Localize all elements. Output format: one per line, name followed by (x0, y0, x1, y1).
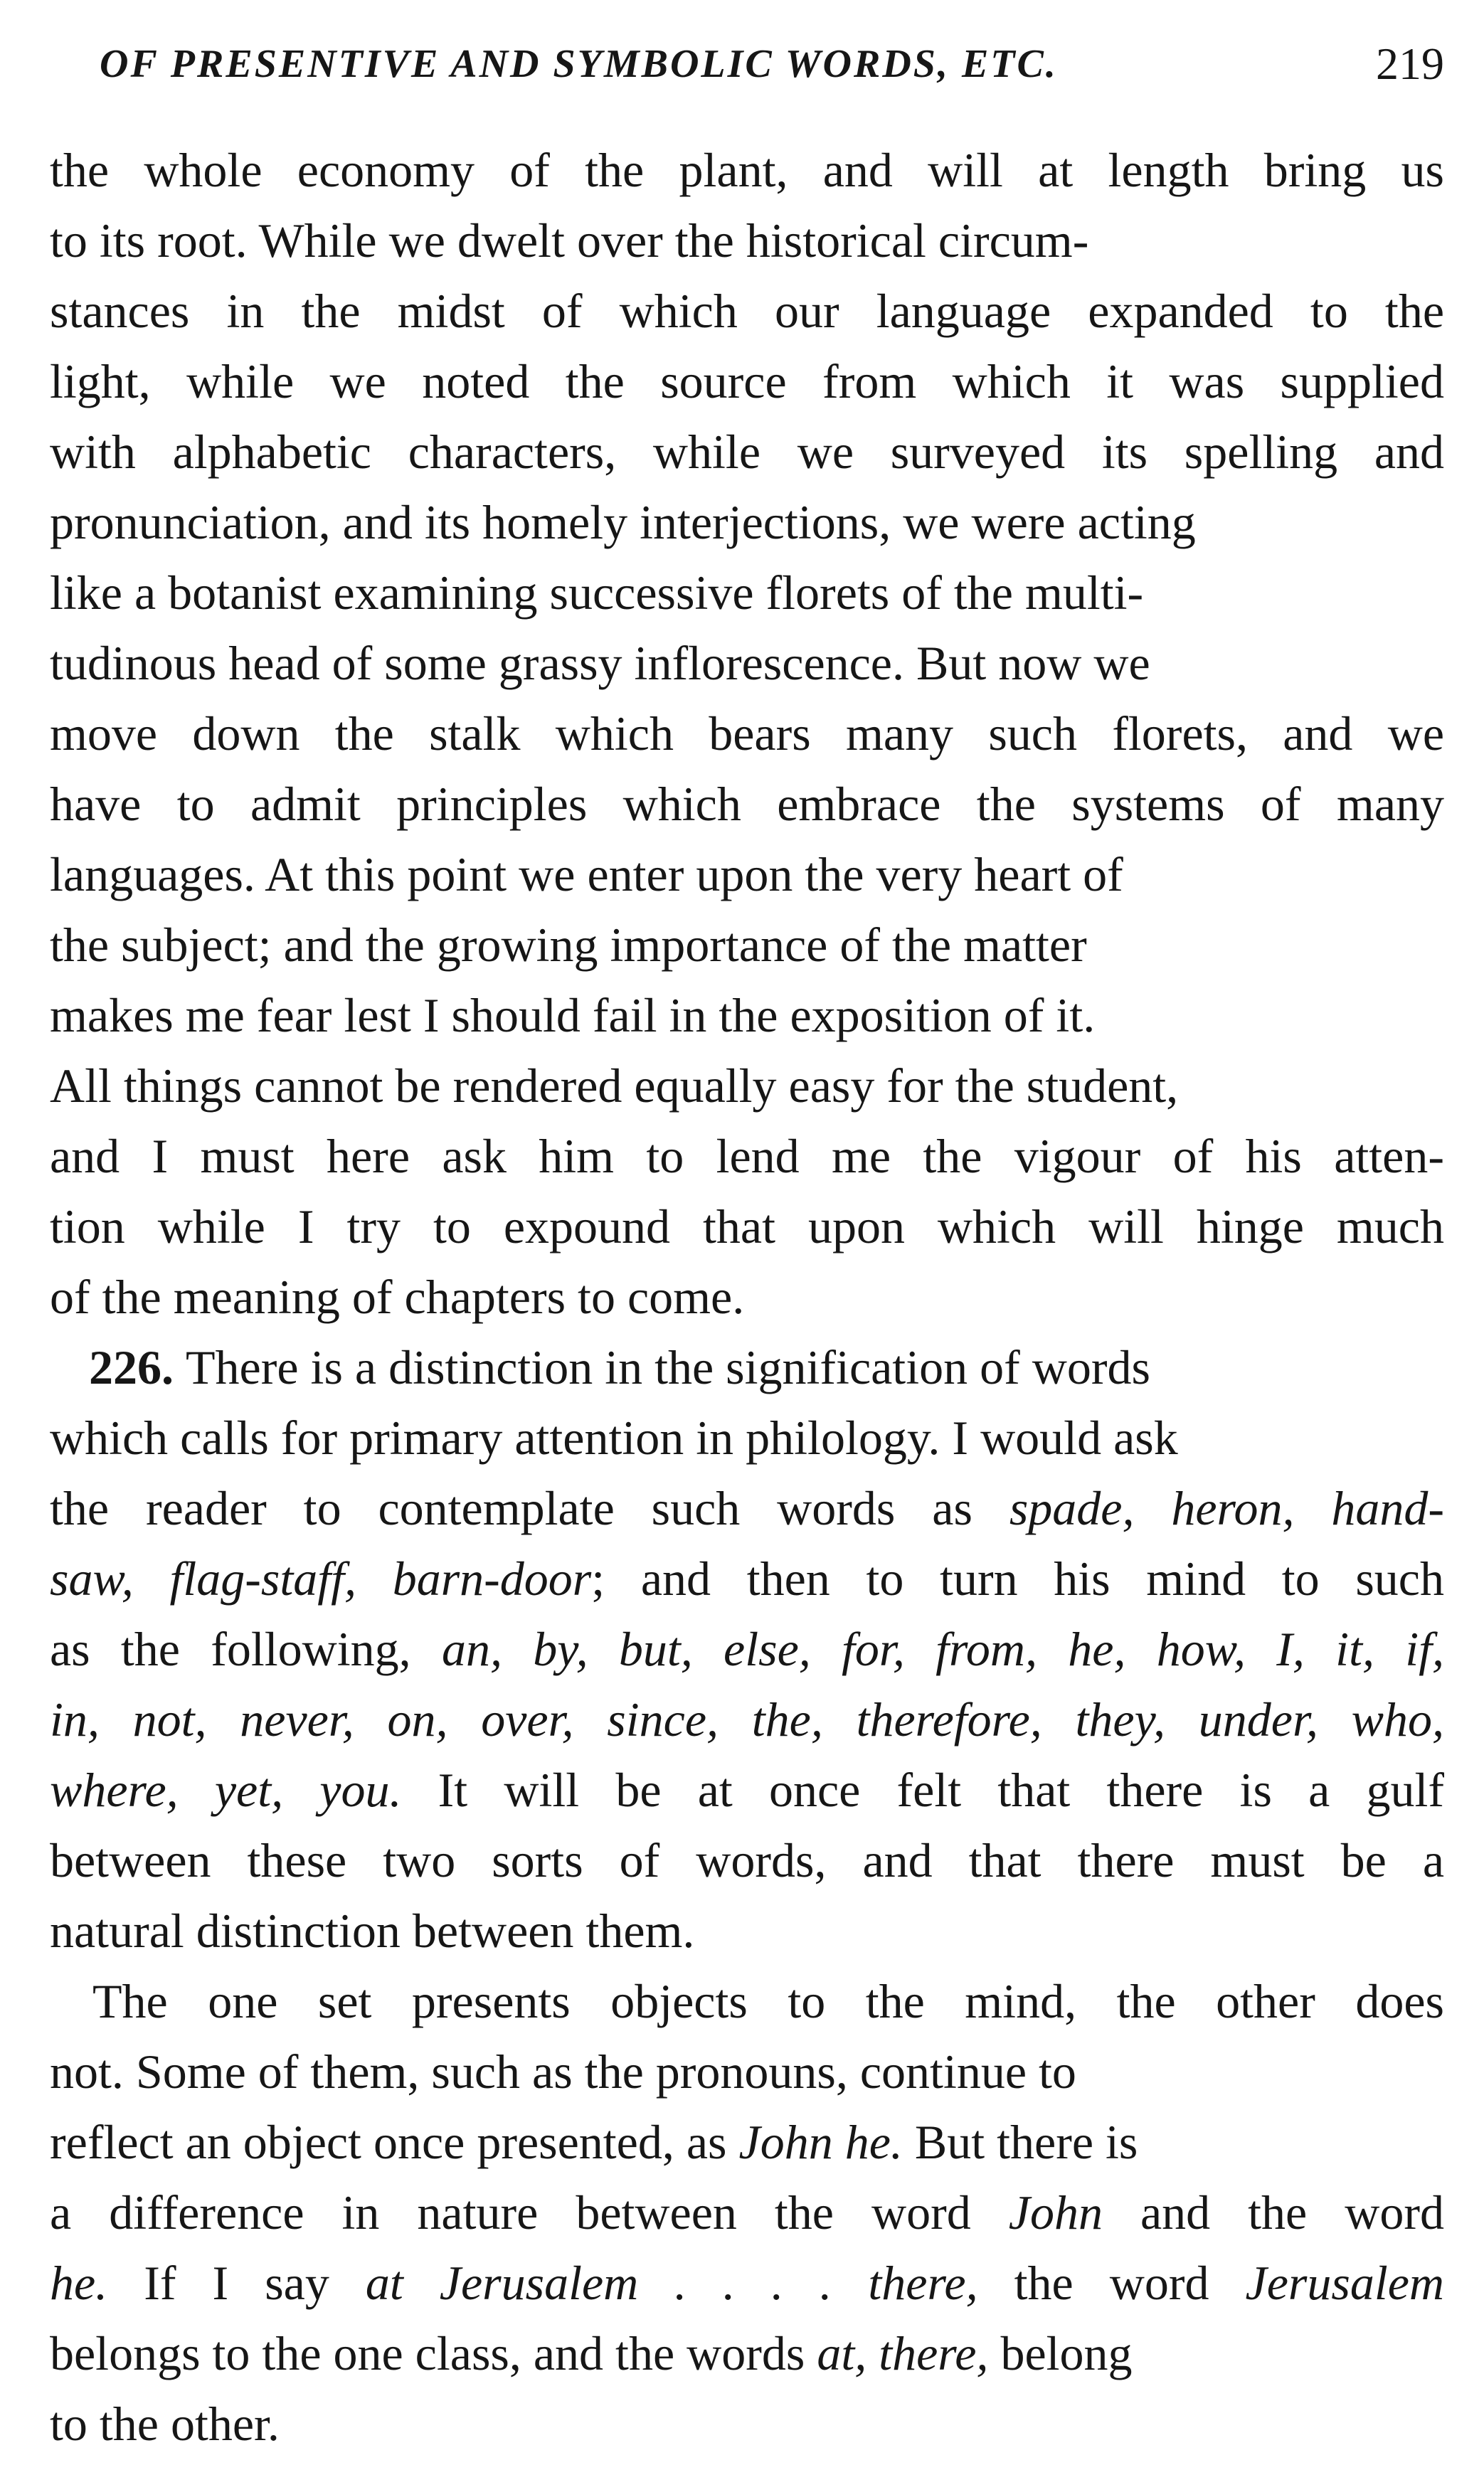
italic-run: John he. (738, 2115, 903, 2169)
text-line: to its root. While we dwelt over the historical circum- (50, 213, 1089, 267)
text-run: the word (1014, 2256, 1209, 2310)
text-run: and the word (1140, 2185, 1444, 2239)
section-226-line (50, 1332, 1444, 1403)
text-line: makes me fear lest I should fail in the exposition of it. (50, 988, 1096, 1042)
text-run: It will be at once felt that there is a gulf (438, 1763, 1444, 1817)
italic-run: where, yet, you. (50, 1763, 402, 1817)
text-line (50, 1755, 1444, 1825)
text-run: If I say (144, 2256, 329, 2310)
text-line: All things cannot be rendered equally easy for the student, (50, 1059, 1179, 1113)
text-run: reflect an object once presented, as (50, 2115, 727, 2169)
text-run: a difference in nature between the word (50, 2185, 971, 2239)
text-line (50, 1685, 1444, 1755)
italic-run: spade, heron, hand- (1009, 1481, 1444, 1535)
italic-run: John (1008, 2185, 1103, 2239)
text-line: languages. At this point we enter upon the very heart of (50, 847, 1123, 901)
italic-run: he. (50, 2256, 108, 2310)
text-line: light, while we noted the source from which it was supplied (50, 354, 1444, 408)
text-line: move down the stalk which bears many such florets, and we (50, 706, 1444, 760)
italic-run: Jerusalem (1245, 2256, 1444, 2310)
italic-run: at Jerusalem . . . . there, (365, 2256, 978, 2310)
text-line: have to admit principles which embrace the systems of many (50, 777, 1444, 831)
text-line: which calls for primary attention in philology. I would ask (50, 1411, 1178, 1465)
italic-run: saw, flag-staff, barn-door (50, 1552, 592, 1606)
text-line: between these two sorts of words, and that there must be a (50, 1833, 1444, 1887)
text-line: the whole economy of the plant, and will at length bring us (50, 143, 1444, 197)
text-line: and I must here ask him to lend me the vigour of his atten- (50, 1129, 1444, 1183)
text-line: stances in the midst of which our language expanded to the (50, 284, 1444, 338)
text-line (50, 1544, 1444, 1614)
text-line: of the meaning of chapters to come. (50, 1270, 745, 1324)
text-line: natural distinction between them. (50, 1904, 695, 1958)
text-run: the reader to contemplate such words as (50, 1481, 972, 1535)
text-line: not. Some of them, such as the pronouns, continue to (50, 2045, 1076, 2099)
text-line: pronunciation, and its homely interjections, we were acting (50, 495, 1196, 549)
text-line: like a botanist examining successive florets of the multi- (50, 566, 1144, 620)
text-run: belong (1000, 2326, 1133, 2380)
text-line (50, 2248, 1444, 2318)
text-line (50, 1614, 1444, 1685)
running-head-title: OF PRESENTIVE AND SYMBOLIC WORDS, ETC. (100, 42, 1058, 86)
text-line: with alphabetic characters, while we surveyed its spelling and (50, 425, 1444, 479)
text-run: as the following, (50, 1622, 411, 1676)
text-line (50, 2318, 1444, 2389)
text-line (50, 2107, 1444, 2178)
section-number: 226. (89, 1340, 174, 1394)
text-line: the subject; and the growing importance of the matter (50, 918, 1087, 972)
text-line: tion while I try to expound that upon which will hinge much (50, 1199, 1444, 1253)
page-number: 219 (1376, 38, 1444, 89)
italic-run: in, not, never, on, over, since, the, therefore, they, under, who, (50, 1692, 1444, 1746)
italic-run: an, by, but, else, for, from, he, how, I, it, if, (441, 1622, 1444, 1676)
italic-run: at, there, (817, 2326, 989, 2380)
text-run: belongs to the one class, and the words (50, 2326, 805, 2380)
text-run: ; and then to turn his mind to such (591, 1552, 1444, 1606)
body-text (50, 135, 1444, 2459)
text-line: tudinous head of some grassy inflorescence. But now we (50, 636, 1150, 690)
text-line (50, 1473, 1444, 1544)
running-head (100, 28, 1444, 100)
text-line (50, 2178, 1444, 2248)
text-run: There is a distinction in the signification of words (186, 1340, 1150, 1394)
text-line: to the other. (50, 2397, 280, 2451)
text-run: But there is (914, 2115, 1138, 2169)
text-line: The one set presents objects to the mind, the other does (92, 1974, 1444, 2028)
